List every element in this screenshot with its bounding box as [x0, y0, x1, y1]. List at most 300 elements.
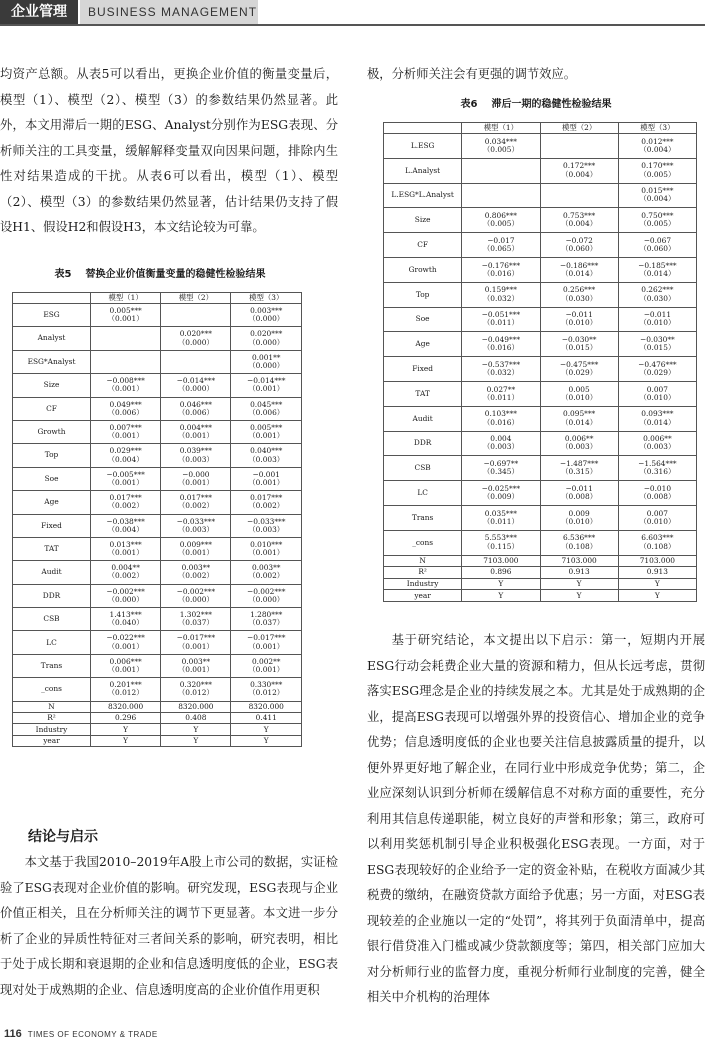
variable-name: Audit [13, 561, 91, 584]
table-row [13, 678, 302, 701]
coefficient: 0.003*** [250, 305, 283, 315]
coefficient-cell [231, 374, 302, 397]
coefficient: −0.033*** [176, 516, 216, 526]
standard-error: （0.008） [561, 492, 598, 502]
standard-error: （0.002） [107, 501, 144, 511]
variable-name: CF [13, 397, 91, 420]
standard-error: （0.004） [561, 169, 598, 179]
variable-name: Trans [384, 505, 462, 530]
coefficient-cell [540, 332, 618, 357]
coefficient-cell [462, 183, 540, 208]
coefficient: −0.014*** [247, 376, 286, 386]
coefficient: 0.045*** [250, 399, 283, 409]
standard-error: （0.001） [107, 431, 144, 441]
coefficient-cell [540, 134, 618, 159]
coefficient: −0.072 [565, 235, 593, 245]
table-row [13, 350, 302, 373]
variable-name: Size [384, 208, 462, 233]
table-row [13, 327, 302, 350]
coefficient-cell [231, 304, 302, 327]
standard-error: （0.001） [248, 384, 285, 394]
statistic-value: 0.913 [540, 567, 618, 579]
coefficient-cell [231, 514, 302, 537]
standard-error: （0.000） [107, 594, 144, 604]
variable-name: Soe [384, 307, 462, 332]
variable-name: TAT [384, 381, 462, 406]
coefficient: −0.010 [643, 483, 672, 493]
variable-name: DDR [384, 431, 462, 456]
standard-error: （0.014） [639, 268, 676, 278]
coefficient: 0.017*** [179, 493, 212, 503]
table-row [384, 332, 697, 357]
variable-name: CSB [13, 608, 91, 631]
coefficient-cell [231, 491, 302, 514]
coefficient-cell [618, 357, 696, 382]
right-column-bottom [367, 628, 705, 1011]
standard-error: （0.001） [107, 477, 144, 487]
coefficient-cell [462, 134, 540, 159]
coefficient: −0.011 [565, 483, 593, 493]
table5-caption [0, 268, 320, 282]
coefficient-cell [231, 537, 302, 560]
coefficient-cell [231, 397, 302, 420]
coefficient-cell [540, 282, 618, 307]
coefficient-cell [161, 374, 231, 397]
coefficient-cell [91, 584, 161, 607]
coefficient: 0.007 [646, 508, 668, 518]
coefficient: −0.697** [483, 459, 519, 469]
standard-error: （0.012） [177, 688, 214, 698]
standard-error: （0.011） [482, 516, 519, 526]
coefficient-cell [91, 374, 161, 397]
standard-error: （0.016） [482, 417, 519, 427]
coefficient: 0.013*** [109, 539, 142, 549]
coefficient-cell [618, 505, 696, 530]
standard-error: （0.065） [482, 244, 519, 254]
coefficient: −1.487*** [559, 459, 599, 469]
coefficient-cell [540, 456, 618, 481]
section-tag: 企业管理 [0, 0, 78, 24]
conclusion-heading: 结论与启示 [28, 829, 98, 845]
standard-error: （0.002） [177, 571, 214, 581]
coefficient: −0.033*** [247, 516, 286, 526]
statistic-value: Y [618, 590, 696, 602]
statistic-name: Industry [13, 724, 91, 735]
variable-name: CSB [384, 456, 462, 481]
statistic-name: N [13, 701, 91, 712]
variable-name: Top [384, 282, 462, 307]
statistic-value: Y [161, 724, 231, 735]
variable-name: Size [13, 374, 91, 397]
coefficient-cell [161, 491, 231, 514]
coefficient: 0.172*** [563, 161, 596, 171]
table-row [384, 530, 697, 555]
coefficient-cell [540, 530, 618, 555]
table6-header-2: 模型（2） [540, 123, 618, 134]
table5-header-2: 模型（2） [161, 293, 231, 304]
coefficient: −0.067 [643, 235, 672, 245]
statistic-value: 7103.000 [462, 555, 540, 567]
left-top-paragraph: 均资产总额。从表5可以看出，更换企业价值的衡量变量后，模型（1）、模型（2）、模型（3）的参数结果仍然显著。此外，本文用滞后一期的ESG、Analyst分别作为ESG表现、分析师关注的工具变量，缓解解释变量双向因果问题，排除内生性对结果造成的干扰。从表6可以看出，模型（1）、模型（2）、模型（3）的参数结果仍然显著，估计结果仍支持了假设H1、假设H2和假设H3，本文结论较为可靠。 [0, 67, 338, 234]
coefficient-cell [91, 397, 161, 420]
variable-name: TAT [13, 537, 91, 560]
coefficient: 0.806*** [484, 211, 517, 221]
table5 [12, 292, 302, 747]
coefficient: 0.159*** [484, 285, 517, 295]
implications-paragraph: 基于研究结论，本文提出以下启示：第一，短期内开展ESG行动会耗费企业大量的资源和精力，但从长远考虑，贯彻落实ESG理念是企业的持续发展之本。尤其是处于成熟期的企业，提高ESG表现可以增强外界的投资信心、增加企业的竞争优势；信息透明度低的企业也要关注信息披露质量的提升，以便外界更好地了解企业，在同行业中形成竞争优势；第二，企业应深刻认识到分析师在缓解信息不对称方面的重要性，充分利用其信息传递职能，树立良好的声誉和形象；第三，政府可以利用奖惩机制引导企业积极强化ESG表现。一方面，对于ESG表现较好的企业给予一定的资金补贴，在税收方面减少其税费的缴纳，在融资贷款方面给予优惠；另一方面，对ESG表现较差的企业施以一定的“处罚”，将其列于负面清单中，提高银行借贷准入门槛或减少贷款额度等；第四，相关部门应加大对分析师行业的监督力度，重视分析师行业制度的完善，健全相关中介机构的治理体 [367, 633, 705, 1004]
statistic-value: Y [91, 735, 161, 746]
table-row [384, 307, 697, 332]
statistic-value: Y [231, 724, 302, 735]
coefficient-cell [231, 444, 302, 467]
variable-name: Top [13, 444, 91, 467]
coefficient: −0.011 [643, 310, 672, 320]
standard-error: （0.001） [177, 548, 214, 558]
table-row [13, 735, 302, 746]
statistic-name: N [384, 555, 462, 567]
standard-error: （0.016） [482, 268, 519, 278]
page-number: 116 [4, 1028, 22, 1040]
standard-error: （0.001） [107, 314, 144, 324]
table6-header-row [384, 123, 697, 134]
coefficient: −1.564*** [638, 459, 677, 469]
standard-error: （0.005） [639, 169, 676, 179]
table5-header-row [13, 293, 302, 304]
coefficient: 0.003** [181, 656, 211, 666]
coefficient-cell [231, 608, 302, 631]
variable-name: ESG [13, 304, 91, 327]
standard-error: （0.001） [107, 384, 144, 394]
statistic-value: Y [618, 578, 696, 590]
statistic-value: 8320.000 [231, 701, 302, 712]
standard-error: （0.001） [248, 641, 285, 651]
coefficient: 0.001** [251, 352, 281, 362]
coefficient-cell [618, 158, 696, 183]
table-row [13, 467, 302, 490]
table5-header-1: 模型（1） [91, 293, 161, 304]
header-rule [0, 24, 705, 26]
table-row [384, 505, 697, 530]
coefficient: −0.176*** [481, 260, 521, 270]
coefficient-cell [618, 134, 696, 159]
coefficient: −0.022*** [106, 633, 145, 643]
coefficient: 0.103*** [484, 409, 517, 419]
coefficient-cell [618, 307, 696, 332]
coefficient-cell [161, 537, 231, 560]
standard-error: （0.000） [248, 314, 285, 324]
statistic-name: year [13, 735, 91, 746]
table-row [384, 590, 697, 602]
standard-error: （0.000） [248, 594, 285, 604]
conclusion-paragraph: 本文基于我国2010–2019年A股上市公司的数据，实证检验了ESG表现对企业价值的影响。研究发现，ESG表现与企业价值正相关，且在分析师关注的调节下更显著。本文进一步分析了企业的异质性特征对三者间关系的影响，研究表明，相比于处于成长期和衰退期的企业和信息透明度低的企业，ESG表现对处于成熟期的企业、信息透明度高的企业价值作用更积 [0, 855, 338, 997]
coefficient: 6.536*** [563, 533, 596, 543]
coefficient: 0.034*** [484, 136, 517, 146]
coefficient-cell [618, 233, 696, 258]
coefficient-cell [91, 327, 161, 350]
coefficient-cell [540, 307, 618, 332]
table-row [13, 561, 302, 584]
standard-error: （0.006） [107, 407, 144, 417]
coefficient: 0.005*** [109, 305, 142, 315]
coefficient: 0.093*** [641, 409, 674, 419]
coefficient-cell [91, 420, 161, 443]
running-header [0, 0, 705, 26]
table-row [13, 304, 302, 327]
standard-error: （0.108） [561, 541, 598, 551]
table-row [13, 444, 302, 467]
table-row [384, 282, 697, 307]
variable-name: L.ESG [384, 134, 462, 159]
coefficient-cell [462, 257, 540, 282]
standard-error: （0.004） [107, 524, 144, 534]
coefficient-cell [462, 505, 540, 530]
standard-error: （0.012） [248, 688, 285, 698]
table6-caption [367, 98, 705, 112]
standard-error: （0.002） [248, 571, 285, 581]
coefficient-cell [618, 282, 696, 307]
standard-error: （0.004） [107, 454, 144, 464]
table6-header-3: 模型（3） [618, 123, 696, 134]
coefficient: 0.035*** [484, 508, 517, 518]
variable-name: CF [384, 233, 462, 258]
coefficient: 0.003** [251, 563, 281, 573]
coefficient-cell [540, 431, 618, 456]
table-row [13, 397, 302, 420]
coefficient-cell [161, 327, 231, 350]
standard-error: （0.030） [561, 293, 598, 303]
coefficient-cell [618, 431, 696, 456]
table-row [384, 481, 697, 506]
standard-error: （0.003） [177, 524, 214, 534]
standard-error: （0.001） [248, 477, 285, 487]
standard-error: （0.003） [639, 442, 676, 452]
coefficient: 0.201*** [109, 680, 142, 690]
standard-error: （0.014） [639, 417, 676, 427]
standard-error: （0.040） [107, 618, 144, 628]
standard-error: （0.005） [482, 219, 519, 229]
standard-error: （0.014） [561, 417, 598, 427]
coefficient: −0.000 [182, 469, 210, 479]
coefficient-cell [462, 233, 540, 258]
standard-error: （0.015） [561, 343, 598, 353]
standard-error: （0.000） [248, 337, 285, 347]
table-row [384, 431, 697, 456]
coefficient-cell [161, 678, 231, 701]
table-row [384, 567, 697, 579]
standard-error: （0.002） [177, 501, 214, 511]
standard-error: （0.029） [561, 368, 598, 378]
standard-error: （0.010） [639, 318, 676, 328]
coefficient-cell [462, 357, 540, 382]
table-row [13, 608, 302, 631]
standard-error: （0.000） [177, 384, 214, 394]
coefficient-cell [462, 456, 540, 481]
coefficient: 0.256*** [563, 285, 596, 295]
variable-name: _cons [384, 530, 462, 555]
table-row [384, 257, 697, 282]
standard-error: （0.032） [482, 368, 519, 378]
statistic-value: 0.913 [618, 567, 696, 579]
standard-error: （0.003） [177, 454, 214, 464]
coefficient-cell [91, 608, 161, 631]
coefficient-cell [91, 444, 161, 467]
coefficient-cell [618, 332, 696, 357]
coefficient: −0.014*** [176, 376, 216, 386]
coefficient-cell [462, 530, 540, 555]
coefficient-cell [161, 444, 231, 467]
variable-name: DDR [13, 584, 91, 607]
standard-error: （0.010） [561, 318, 598, 328]
table-row [13, 491, 302, 514]
coefficient-cell [231, 561, 302, 584]
standard-error: （0.006） [248, 407, 285, 417]
coefficient-cell [540, 357, 618, 382]
coefficient-cell [540, 505, 618, 530]
coefficient-cell [161, 561, 231, 584]
standard-error: （0.003） [248, 524, 285, 534]
coefficient: 0.040*** [250, 446, 283, 456]
standard-error: （0.001） [107, 641, 144, 651]
coefficient-cell [540, 257, 618, 282]
standard-error: （0.345） [482, 467, 519, 477]
statistic-value: 0.408 [161, 713, 231, 724]
standard-error: （0.010） [639, 516, 676, 526]
coefficient: 0.009 [568, 508, 590, 518]
table-row [384, 578, 697, 590]
coefficient-cell [161, 584, 231, 607]
standard-error: （0.000） [248, 360, 285, 370]
coefficient-cell [618, 381, 696, 406]
table-row [384, 134, 697, 159]
table5-grid [12, 292, 302, 747]
variable-name: ESG*Analyst [13, 350, 91, 373]
table-row [384, 208, 697, 233]
coefficient: 0.095*** [563, 409, 596, 419]
coefficient-cell [161, 514, 231, 537]
standard-error: （0.006） [177, 407, 214, 417]
standard-error: （0.037） [177, 618, 214, 628]
coefficient-cell [161, 608, 231, 631]
coefficient: 0.320*** [179, 680, 212, 690]
table-row [384, 233, 697, 258]
coefficient-cell [231, 420, 302, 443]
coefficient-cell [161, 350, 231, 373]
coefficient-cell [540, 381, 618, 406]
variable-name: Trans [13, 654, 91, 677]
coefficient: 0.027** [486, 384, 516, 394]
coefficient-cell [462, 406, 540, 431]
table-row [384, 158, 697, 183]
coefficient-cell [91, 491, 161, 514]
coefficient-cell [618, 530, 696, 555]
table-row [13, 713, 302, 724]
standard-error: （0.060） [561, 244, 598, 254]
variable-name: L.ESG*L.Analyst [384, 183, 462, 208]
variable-name: Fixed [384, 357, 462, 382]
variable-name: Age [384, 332, 462, 357]
standard-error: （0.010） [639, 392, 676, 402]
coefficient-cell [618, 208, 696, 233]
coefficient: −0.185*** [638, 260, 677, 270]
statistic-name: R² [13, 713, 91, 724]
coefficient: −0.025*** [481, 483, 521, 493]
standard-error: （0.115） [482, 541, 519, 551]
coefficient-cell [462, 381, 540, 406]
standard-error: （0.316） [639, 467, 676, 477]
coefficient-cell [161, 631, 231, 654]
standard-error: （0.003） [561, 442, 598, 452]
table5-number: 表5 [54, 269, 72, 280]
coefficient: 0.006*** [109, 656, 142, 666]
standard-error: （0.000） [177, 337, 214, 347]
statistic-value: 0.296 [91, 713, 161, 724]
coefficient: 0.010*** [250, 539, 283, 549]
table6 [383, 122, 697, 602]
coefficient: 0.017*** [250, 493, 283, 503]
coefficient-cell [231, 678, 302, 701]
coefficient: −0.017 [487, 235, 515, 245]
coefficient: −0.537*** [481, 359, 521, 369]
standard-error: （0.015） [639, 343, 676, 353]
coefficient: 0.015*** [641, 186, 674, 196]
coefficient-cell [91, 561, 161, 584]
coefficient: −0.001 [252, 469, 280, 479]
coefficient-cell [91, 654, 161, 677]
coefficient: −0.049*** [481, 335, 521, 345]
standard-error: （0.032） [482, 293, 519, 303]
variable-name: Fixed [13, 514, 91, 537]
coefficient: 0.020*** [250, 329, 283, 339]
standard-error: （0.001） [177, 665, 214, 675]
variable-name: Age [13, 491, 91, 514]
coefficient-cell [540, 406, 618, 431]
coefficient: 1.302*** [179, 610, 212, 620]
coefficient-cell [161, 397, 231, 420]
variable-name: Analyst [13, 327, 91, 350]
coefficient: 0.753*** [563, 211, 596, 221]
standard-error: （0.060） [639, 244, 676, 254]
table-row [384, 357, 697, 382]
table-row [13, 654, 302, 677]
standard-error: （0.001） [107, 665, 144, 675]
table-row [13, 374, 302, 397]
statistic-value: 8320.000 [161, 701, 231, 712]
coefficient: 0.039*** [179, 446, 212, 456]
coefficient-cell [462, 431, 540, 456]
standard-error: （0.008） [639, 492, 676, 502]
right-column-top [367, 62, 705, 88]
table6-grid [383, 122, 697, 602]
coefficient-cell [91, 631, 161, 654]
coefficient-cell [618, 406, 696, 431]
table6-number: 表6 [460, 99, 478, 110]
variable-name: Audit [384, 406, 462, 431]
table-row [384, 381, 697, 406]
standard-error: （0.000） [177, 594, 214, 604]
coefficient: 0.262*** [641, 285, 674, 295]
statistic-value: 0.411 [231, 713, 302, 724]
coefficient: 0.750*** [641, 211, 674, 221]
coefficient: 0.004** [111, 563, 140, 573]
coefficient-cell [540, 183, 618, 208]
coefficient: −0.002*** [176, 586, 216, 596]
coefficient: 5.553*** [484, 533, 517, 543]
table5-title: 替换企业价值衡量变量的稳健性检验结果 [85, 269, 266, 280]
coefficient: −0.017*** [176, 633, 216, 643]
coefficient: 1.280*** [250, 610, 283, 620]
statistic-value: Y [540, 590, 618, 602]
coefficient-cell [91, 537, 161, 560]
